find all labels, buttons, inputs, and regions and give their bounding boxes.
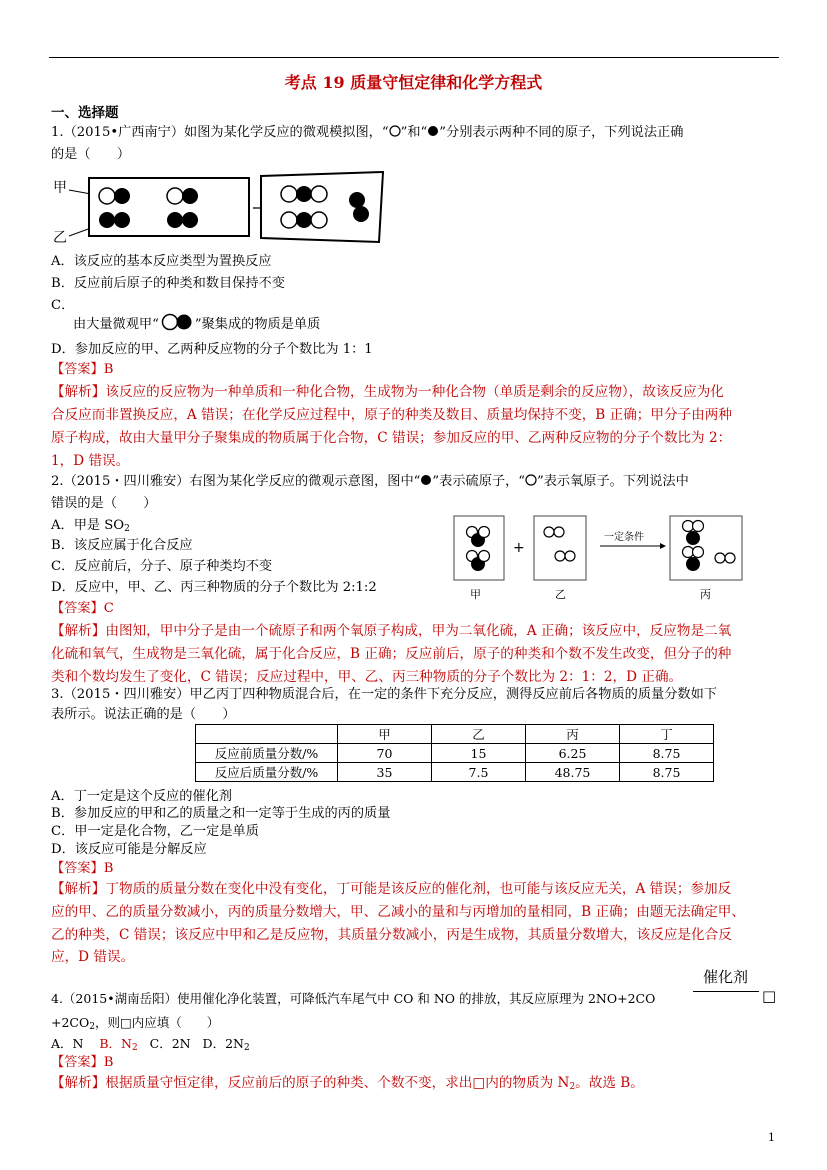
q1-option-c-label: C． [51, 298, 75, 313]
white-atom-icon [389, 125, 401, 137]
q1-answer: 【答案】B [51, 362, 114, 377]
q4-option-b: B．$N_2$ [99, 1036, 138, 1053]
q2-stem-line1: 2.（2015・四川雅安）右图为某化学反应的微观示意图，图中“ ”表示硫原子，“ ”表示氧原子。下列说法中 [51, 474, 689, 489]
q3-mass-table [195, 724, 714, 782]
table-cell: 35 [338, 763, 432, 782]
q2-caption-yi: 乙 [555, 588, 566, 601]
table-cell: 反应后质量分数/% [196, 763, 338, 782]
table-cell: 15 [432, 744, 526, 763]
q1-explanation-4: 1，D 错误。 [51, 453, 130, 469]
oxygen-atom-icon [525, 474, 537, 486]
table-row [196, 744, 714, 763]
table-cell: 6.25 [526, 744, 620, 763]
q3-option-c: C．甲一定是化合物，乙一定是单质 [51, 824, 259, 839]
q3-stem-line1: 3.（2015・四川雅安）甲乙丙丁四种物质混合后，在一定的条件下充分反应，测得反应前后各物质的质量分数如下 [51, 687, 717, 702]
table-cell: 反应前质量分数/% [196, 744, 338, 763]
q3-option-b: B．参加反应的甲和乙的质量之和一定等于生成的丙的质量 [51, 806, 391, 821]
table-header-row [196, 725, 714, 744]
table-cell: 70 [338, 744, 432, 763]
q4-stem-line1: 4.（2015•湖南岳阳）使用催化净化装置，可降低汽车尾气中 CO 和 NO 的排放，其反应原理为 2NO+2CO [51, 991, 656, 1006]
q1-option-b: B．反应前后原子的种类和数目保持不变 [51, 276, 285, 291]
q3-option-a: A．丁一定是这个反应的催化剂 [51, 789, 232, 804]
q4-answer: 【答案】B [51, 1055, 114, 1070]
q2-option-b: B．该反应属于化合反应 [51, 538, 193, 553]
q2-plus: + [513, 540, 525, 556]
q1-reaction-diagram [51, 168, 391, 248]
q3-option-d: D．该反应可能是分解反应 [51, 842, 207, 857]
q2-caption-jia: 甲 [470, 588, 481, 601]
q1-label-yi: 乙 [53, 230, 67, 246]
q1-stem-line1: 1.（2015•广西南宁）如图为某化学反应的微观模拟图，“ ”和“ ”分别表示两种不同的原子，下列说法正确 [51, 125, 684, 140]
page-title: 考点 19 质量守恒定律和化学方程式 [284, 73, 543, 92]
q4-explanation: 【解析】根据质量守恒定律，反应前后的原子的种类、个数不变，求出□内的物质为 $N_2$。故选 B。 [51, 1075, 644, 1092]
table-cell: 7.5 [432, 763, 526, 782]
table-header-cell [196, 725, 338, 744]
q3-answer: 【答案】B [51, 861, 114, 876]
q3-explanation-4: 应，D 错误。 [51, 949, 135, 965]
q2-caption-bing: 丙 [700, 588, 711, 601]
q4-options: A．N B．$N_2$ C．2N D．$2N_2$ [51, 1036, 250, 1053]
q1-option-d: D．参加反应的甲、乙两种反应物的分子个数比为 1：1 [51, 342, 373, 357]
q3-explanation-1: 【解析】丁物质的质量分数在变化中没有变化，丁可能是该反应的催化剂，也可能与该反应无关，A 错误；参加反 [51, 881, 732, 897]
q1-label-jia: 甲 [53, 180, 67, 196]
table-header-cell: 乙 [432, 725, 526, 744]
q2-option-c: C．反应前后，分子、原子种类均不变 [51, 559, 273, 574]
q1-option-c: 由大量微观甲“ ”聚集成的物质是单质 [73, 313, 320, 335]
q2-reaction-diagram [452, 512, 752, 604]
sulfur-atom-icon [420, 474, 432, 486]
q2-stem-line2: 错误的是（ ） [51, 496, 157, 511]
page-number: 1 [768, 1131, 775, 1144]
q2-option-d: D．反应中，甲、乙、丙三种物质的分子个数比为 2:1:2 [51, 580, 377, 595]
q1-explanation-1: 【解析】该反应的反应物为一种单质和一种化合物，生成物为一种化合物（单质是剩余的反应物），故该反应为化 [51, 384, 724, 400]
q1-stem-line2: 的是（ ） [51, 147, 131, 162]
table-cell: 8.75 [620, 744, 714, 763]
q4-stem-line2: $+2CO_2$，则□内应填（ ） [51, 1015, 220, 1032]
q4-catalyst-label: 催化剂 [703, 968, 749, 986]
q2-option-a: A．甲是 $SO_2$ [51, 518, 130, 534]
q2-explanation-1: 【解析】由图知，甲中分子是由一个硫原子和两个氧原子构成，甲为二氧化硫，A 正确；该反应中，反应物是二氧 [51, 623, 732, 639]
table-cell: 48.75 [526, 763, 620, 782]
table-header-cell: 丁 [620, 725, 714, 744]
section-heading: 一、选择题 [51, 105, 119, 121]
q4-reaction-arrow-line [693, 991, 759, 992]
table-cell: 8.75 [620, 763, 714, 782]
q3-explanation-2: 应的甲、乙的质量分数减小，丙的质量分数增大，甲、乙减小的量和与丙增加的量相同，B 正确；由题无法确定甲、 [51, 904, 745, 920]
table-row [196, 763, 714, 782]
q2-condition: 一定条件 [604, 532, 644, 543]
q2-explanation-2: 化硫和氧气，生成物是三氧化硫，属于化合反应，B 正确；反应前后，原子的种类和个数不发生改变，但分子的种 [51, 646, 732, 662]
header-rule [49, 57, 779, 58]
black-atom-icon [427, 125, 439, 137]
q3-explanation-3: 乙的种类，C 错误；该反应中甲和乙是反应物，其质量分数减小，丙是生成物，其质量分数增大，该反应是化合反 [51, 927, 732, 943]
q4-answer-box: □ [762, 987, 777, 1005]
table-header-cell: 甲 [338, 725, 432, 744]
q1-option-a: A．该反应的基本反应类型为置换反应 [51, 254, 272, 269]
q2-answer: 【答案】C [51, 601, 114, 616]
white-black-molecule-icon [159, 313, 195, 331]
q1-explanation-3: 原子构成，故由大量甲分子聚集成的物质属于化合物，C 错误；参加反应的甲、乙两种反应物的分子个数比为 2： [51, 430, 732, 446]
q3-stem-line2: 表所示。说法正确的是（ ） [51, 707, 236, 722]
q1-explanation-2: 合反应而非置换反应，A 错误；在化学反应过程中，原子的种类及数目、质量均保持不变，B 正确；甲分子由两种 [51, 407, 732, 423]
q2-explanation-3: 类和个数均发生了变化，C 错误；反应过程中，甲、乙、丙三种物质的分子个数比为 2：1：2，D 正确。 [51, 669, 683, 685]
table-header-cell: 丙 [526, 725, 620, 744]
